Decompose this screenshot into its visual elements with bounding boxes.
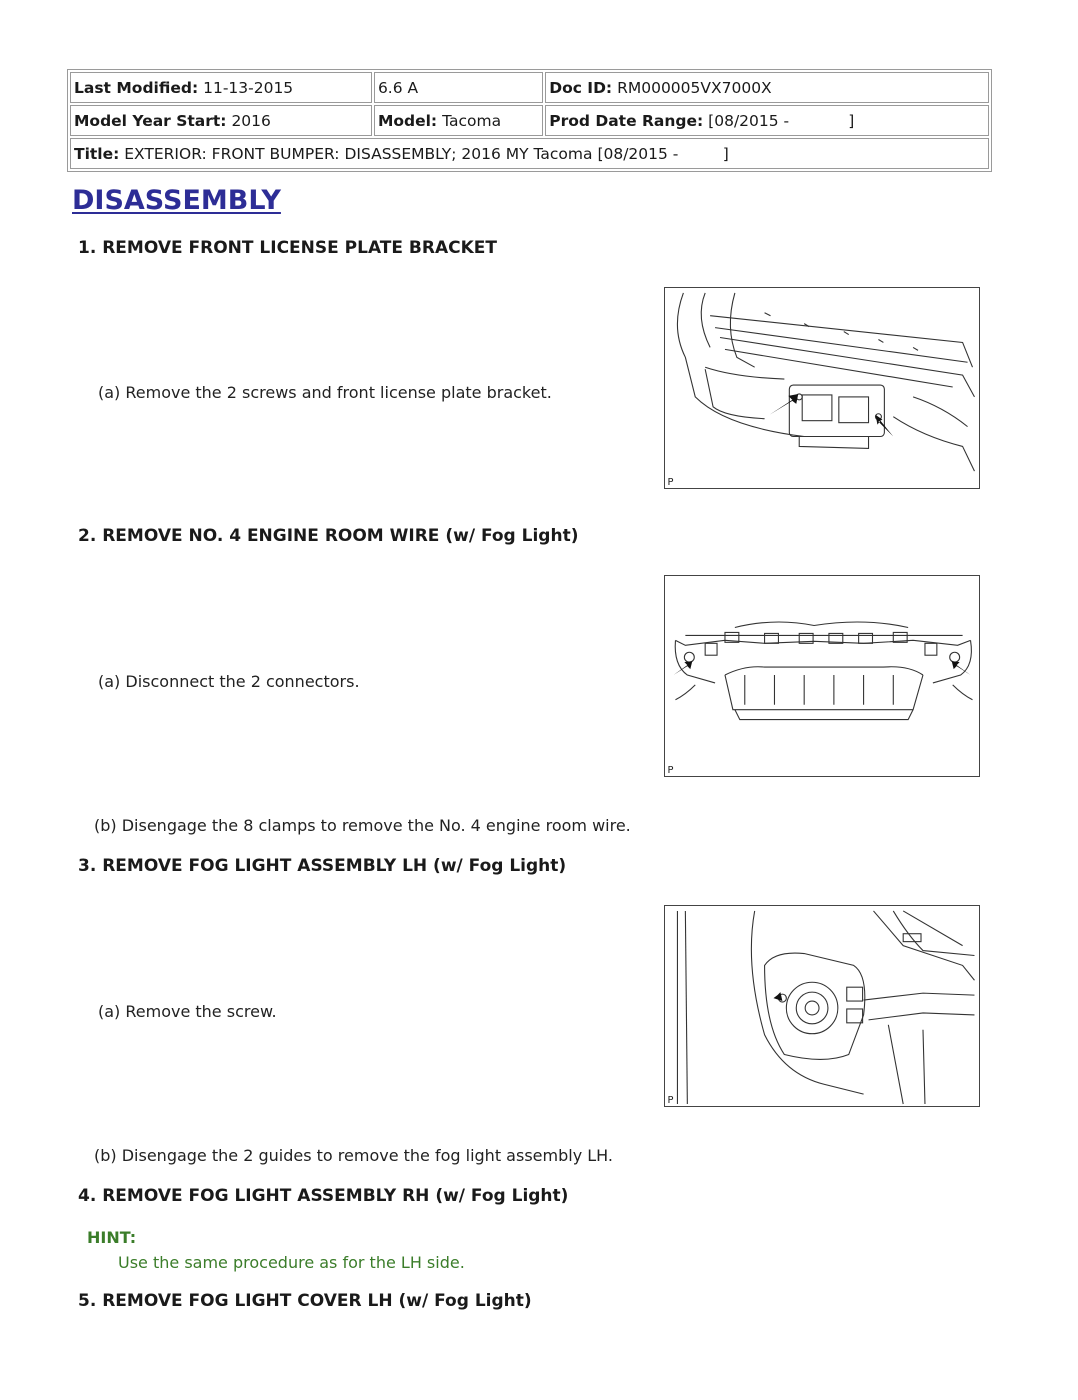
license-plate-bracket-drawing xyxy=(665,288,979,488)
step-1-substep-a: (a) Remove the 2 screws and front license plate bracket. xyxy=(98,383,552,402)
title-label: Title: xyxy=(74,145,120,163)
step-4-heading: 4. REMOVE FOG LIGHT ASSEMBLY RH (w/ Fog Light) xyxy=(78,1186,569,1206)
last-modified-cell xyxy=(70,72,372,103)
step-2-heading: 2. REMOVE NO. 4 ENGINE ROOM WIRE (w/ Fog Light) xyxy=(78,526,579,546)
version-value: 6.6 A xyxy=(377,79,419,97)
prod-date-cell xyxy=(545,105,989,136)
fog-light-assembly-illustration xyxy=(664,905,980,1107)
prod-date-label: Prod Date Range: xyxy=(549,112,704,130)
step-5-heading: 5. REMOVE FOG LIGHT COVER LH (w/ Fog Light) xyxy=(78,1291,532,1311)
hint-text: Use the same procedure as for the LH side. xyxy=(118,1253,465,1272)
model-year-value: 2016 xyxy=(231,112,271,130)
model-year-cell xyxy=(70,105,372,136)
doc-id-label: Doc ID: xyxy=(549,79,613,97)
doc-id-value: RM000005VX7000X xyxy=(617,79,772,97)
title-cell xyxy=(70,138,989,169)
title-value: EXTERIOR: FRONT BUMPER: DISASSEMBLY; 2016 MY Tacoma [08/2015 - ] xyxy=(124,145,729,163)
step-2-substep-a: (a) Disconnect the 2 connectors. xyxy=(98,672,360,691)
model-year-label: Model Year Start: xyxy=(74,112,227,130)
model-cell xyxy=(374,105,543,136)
prod-date-value: [08/2015 - ] xyxy=(708,112,855,130)
version-cell xyxy=(374,72,543,103)
figure-2-label: P xyxy=(667,765,674,776)
document-header-table xyxy=(67,69,992,172)
model-label: Model: xyxy=(377,112,438,130)
fog-light-assembly-drawing xyxy=(665,906,979,1106)
doc-id-cell xyxy=(545,72,989,103)
step-3-heading: 3. REMOVE FOG LIGHT ASSEMBLY LH (w/ Fog Light) xyxy=(78,856,567,876)
license-plate-bracket-illustration xyxy=(664,287,980,489)
engine-room-wire-illustration xyxy=(664,575,980,777)
step-1-heading: 1. REMOVE FRONT LICENSE PLATE BRACKET xyxy=(78,238,497,258)
last-modified-label: Last Modified: xyxy=(74,79,199,97)
step-3-substep-a: (a) Remove the screw. xyxy=(98,1002,277,1021)
step-3-substep-b: (b) Disengage the 2 guides to remove the fog light assembly LH. xyxy=(94,1146,613,1165)
figure-1-label: P xyxy=(667,477,674,488)
last-modified-value: 11-13-2015 xyxy=(203,79,294,97)
page-title[interactable]: DISASSEMBLY xyxy=(72,185,281,216)
engine-room-wire-drawing xyxy=(665,576,979,776)
step-2-substep-b: (b) Disengage the 8 clamps to remove the No. 4 engine room wire. xyxy=(94,816,631,835)
model-value: Tacoma xyxy=(442,112,502,130)
figure-3-label: P xyxy=(667,1095,674,1106)
hint-label: HINT: xyxy=(87,1228,137,1247)
